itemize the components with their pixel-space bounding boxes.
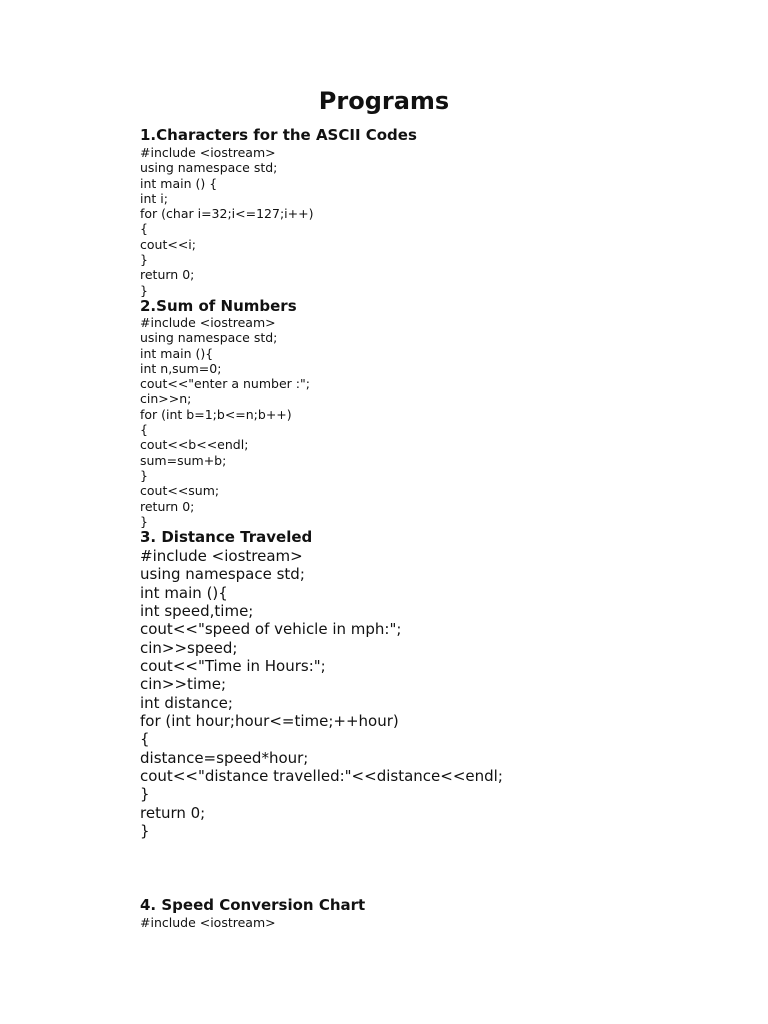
code-line: } bbox=[140, 785, 150, 804]
code-line: cin>>time; bbox=[140, 675, 227, 694]
code-line: } bbox=[140, 282, 148, 298]
code-line: } bbox=[140, 252, 148, 268]
code-line: for (char i=32;i<=127;i++) bbox=[140, 206, 314, 222]
code-line: cout<<"speed of vehicle in mph:"; bbox=[140, 620, 402, 639]
section-2-heading: 2.Sum of Numbers bbox=[140, 297, 297, 315]
section-3-heading: 3. Distance Traveled bbox=[140, 528, 313, 546]
code-line: #include <iostream> bbox=[140, 315, 276, 330]
code-line: int main (){ bbox=[140, 345, 214, 361]
section-4-heading: 4. Speed Conversion Chart bbox=[140, 896, 366, 914]
code-line: using namespace std; bbox=[140, 565, 305, 584]
code-line: sum=sum+b; bbox=[140, 452, 227, 468]
code-line: return 0; bbox=[140, 498, 195, 514]
section-4-code bbox=[140, 915, 276, 930]
code-line: using namespace std; bbox=[140, 330, 278, 346]
code-line: int distance; bbox=[140, 693, 233, 712]
code-line: return 0; bbox=[140, 267, 195, 283]
code-line: } bbox=[140, 467, 148, 483]
code-line: cin>>speed; bbox=[140, 638, 238, 657]
code-line: cout<<b<<endl; bbox=[140, 437, 249, 453]
code-line: } bbox=[140, 822, 150, 841]
code-line: cout<<sum; bbox=[140, 483, 220, 499]
page-title: Programs bbox=[318, 87, 450, 115]
code-line: int speed,time; bbox=[140, 602, 254, 621]
section-2-code bbox=[140, 315, 310, 529]
section-1-code bbox=[140, 145, 313, 298]
code-line: for (int b=1;b<=n;b++) bbox=[140, 406, 292, 422]
code-line: cout<<"distance travelled:"<<distance<<endl; bbox=[140, 767, 503, 786]
code-line: cout<<"Time in Hours:"; bbox=[140, 657, 326, 676]
code-line: int main (){ bbox=[140, 583, 228, 602]
code-line: return 0; bbox=[140, 803, 206, 822]
code-line: #include <iostream> bbox=[140, 145, 276, 160]
code-line: int i; bbox=[140, 190, 168, 206]
code-line: { bbox=[140, 730, 150, 749]
code-line: #include <iostream> bbox=[140, 547, 303, 565]
code-line: { bbox=[140, 422, 148, 438]
code-line: for (int hour;hour<=time;++hour) bbox=[140, 712, 399, 731]
section-3-code bbox=[140, 547, 503, 841]
code-line: } bbox=[140, 513, 148, 529]
code-line: int main () { bbox=[140, 175, 218, 191]
code-line: cin>>n; bbox=[140, 391, 192, 407]
code-line: int n,sum=0; bbox=[140, 360, 222, 376]
code-line: using namespace std; bbox=[140, 160, 278, 176]
code-line: distance=speed*hour; bbox=[140, 748, 309, 767]
code-line: cout<<i; bbox=[140, 236, 196, 252]
code-line: cout<<"enter a number :"; bbox=[140, 376, 310, 392]
code-line: { bbox=[140, 221, 148, 237]
code-line: #include <iostream> bbox=[140, 915, 276, 930]
section-1-heading: 1.Characters for the ASCII Codes bbox=[140, 126, 417, 144]
